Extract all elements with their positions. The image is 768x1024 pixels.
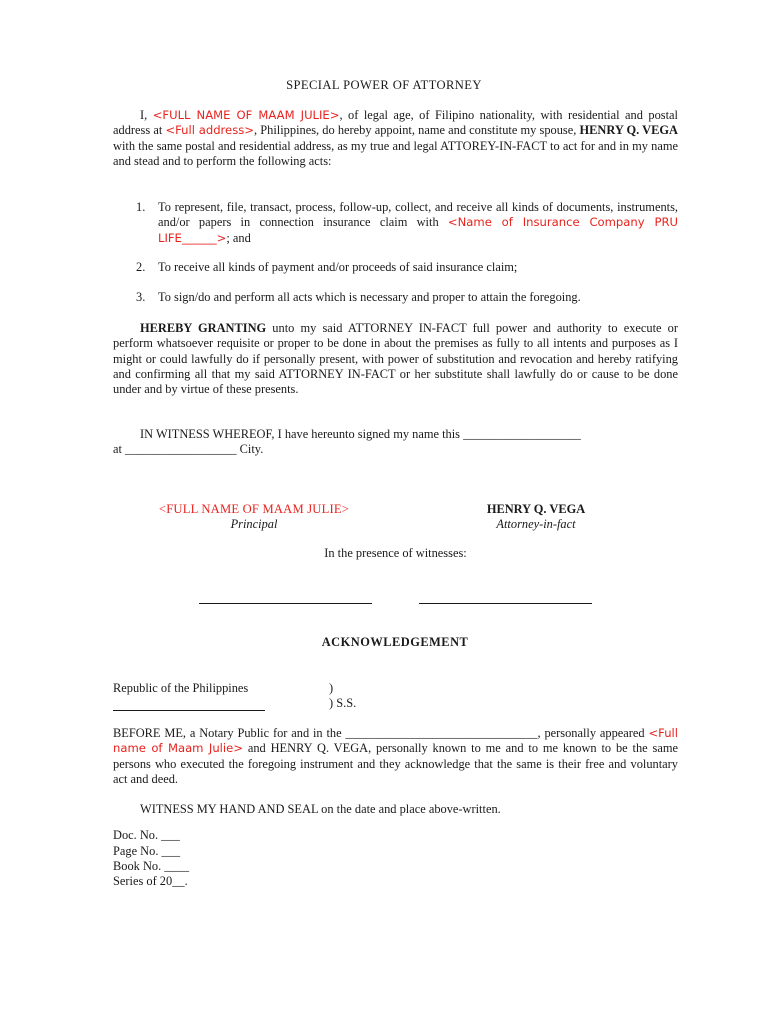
address-placeholder: <Full address> bbox=[165, 123, 254, 138]
venue-paren-ss: ) S.S. bbox=[329, 696, 357, 710]
granting-text: unto my said ATTORNEY IN-FACT full power and authority to execute or perform whatsoever requisite or proper to be done in about the premises as fully to all intents and purposes as I might or could lawfully do if personally present, with power of substitution and revocation and hereby ratifying and confirming all that my said ATTORNEY IN-FACT or her substitute shall lawfully do or cause to be done under and by virtue of these presents. bbox=[113, 321, 679, 397]
act-1-number: 1. bbox=[136, 200, 146, 214]
act-1-text-end: ; and bbox=[226, 230, 251, 245]
act-3-text: To sign/do and perform all acts which is necessary and proper to attain the foregoing. bbox=[158, 290, 581, 304]
document-title: SPECIAL POWER OF ATTORNEY bbox=[286, 78, 482, 92]
intro-text-1: I, bbox=[140, 108, 153, 122]
ack-principal-placeholder: <Full name of Maam Julie> bbox=[113, 726, 678, 756]
insurance-company-placeholder: <Name of Insurance Company PRU LIFE______> bbox=[158, 215, 678, 245]
principal-signature-name: <FULL NAME OF MAAM JULIE> bbox=[158, 502, 350, 516]
doc-no: Doc. No. ___ bbox=[113, 828, 180, 842]
before-me-text-1: BEFORE ME, a Notary Public for and in the _______________________________, personally appeared bbox=[113, 726, 649, 740]
witness-clause-line-2: at __________________ City. bbox=[113, 442, 264, 456]
attorney-name: HENRY Q. VEGA bbox=[579, 123, 678, 138]
series: Series of 20__. bbox=[113, 874, 188, 888]
witness-clause-line-1: IN WITNESS WHEREOF, I have hereunto signed my name this ___________________ bbox=[140, 427, 581, 441]
principal-name-placeholder: <FULL NAME OF MAAM JULIE> bbox=[152, 108, 340, 122]
granting-paragraph bbox=[113, 321, 678, 397]
act-2-text: To receive all kinds of payment and/or proceeds of said insurance claim; bbox=[158, 260, 518, 274]
intro-paragraph bbox=[113, 108, 678, 169]
act-1-text-part: To represent, file, transact, process, follow-up, collect, and receive all kinds of documents, instruments, and/or papers in connection insurance claim with bbox=[158, 200, 678, 230]
acknowledgement-heading: ACKNOWLEDGEMENT bbox=[321, 635, 469, 649]
principal-role: Principal bbox=[230, 517, 278, 531]
act-2-number: 2. bbox=[136, 260, 146, 274]
page-no: Page No. ___ bbox=[113, 844, 181, 858]
attorney-signature-name: HENRY Q. VEGA bbox=[486, 502, 586, 516]
intro-text-4: with the same postal and residential address, as my true and legal ATTOREY-IN-FACT to act for and in my name and stead and to perform the following acts: bbox=[113, 138, 678, 168]
book-no: Book No. ____ bbox=[113, 859, 190, 873]
witness-signature-line-2 bbox=[419, 603, 592, 604]
before-me-paragraph bbox=[113, 726, 678, 787]
witness-signature-line-1 bbox=[199, 603, 372, 604]
act-1-text bbox=[158, 200, 678, 246]
venue-paren-1: ) bbox=[329, 681, 334, 695]
venue-republic: Republic of the Philippines bbox=[113, 681, 249, 695]
before-me-text-2: and HENRY Q. VEGA, personally known to me and to me known to be the same persons who executed the foregoing instrument and they acknowledge that the same is their free and voluntary act and deed. bbox=[113, 741, 678, 786]
act-3-number: 3. bbox=[136, 290, 146, 304]
presence-text: In the presence of witnesses: bbox=[324, 546, 467, 560]
granting-lead: HEREBY GRANTING bbox=[140, 321, 267, 335]
venue-city-line bbox=[113, 710, 265, 711]
witness-hand-seal: WITNESS MY HAND AND SEAL on the date and place above-written. bbox=[140, 802, 501, 816]
intro-text-2: , of legal age, of Filipino nationality, with residential and postal address at bbox=[113, 108, 678, 138]
intro-text-3: , Philippines, do hereby appoint, name and constitute my spouse, bbox=[254, 123, 580, 138]
attorney-role: Attorney-in-fact bbox=[496, 517, 576, 531]
